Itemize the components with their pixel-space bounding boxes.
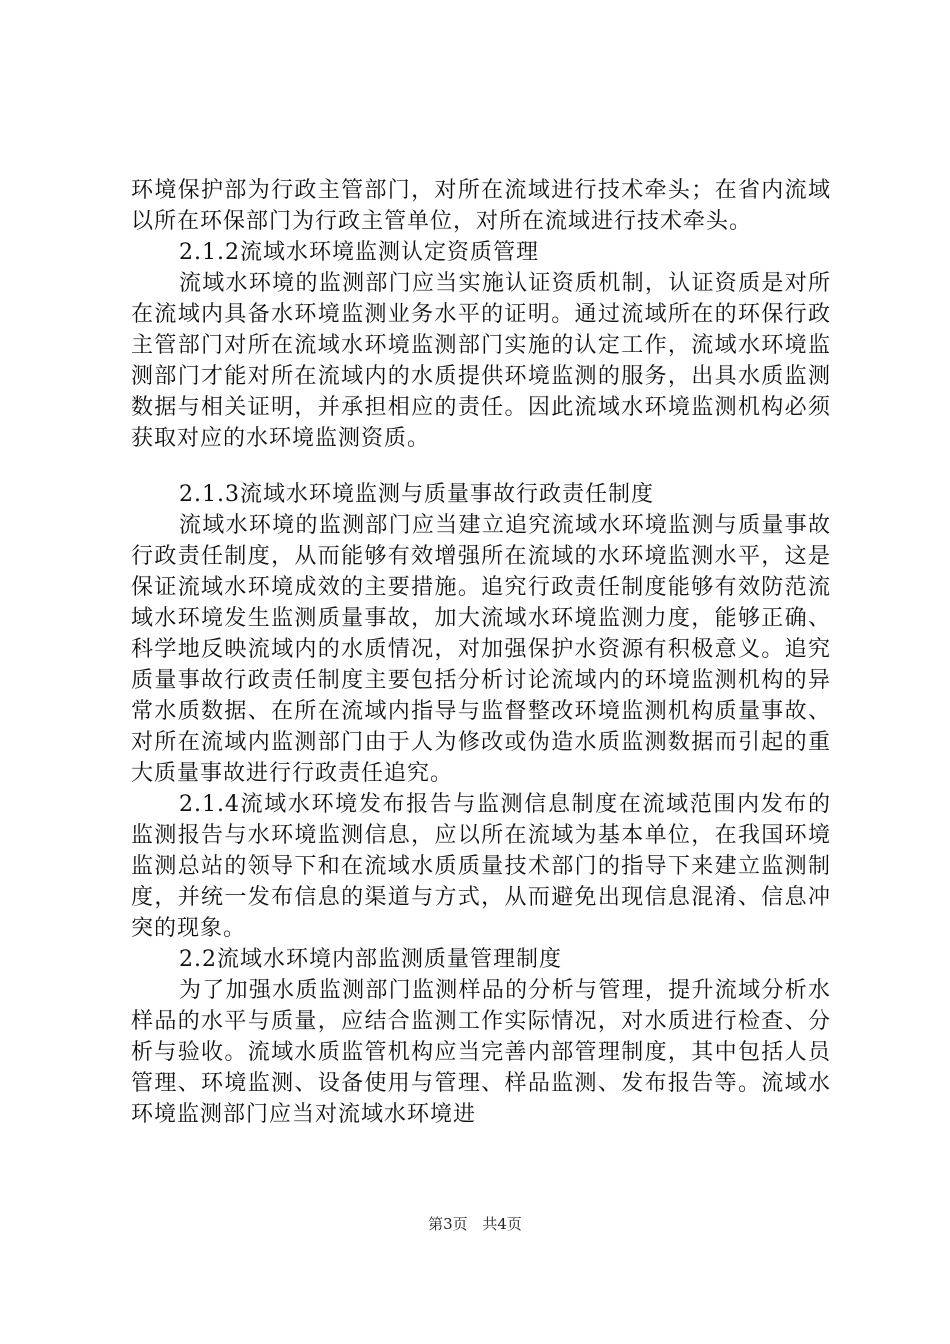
section-heading-2-1-3: 2.1.3流域水环境监测与质量事故行政责任制度 xyxy=(179,482,654,507)
section-heading-2-2: 2.2流域水环境内部监测质量管理制度 xyxy=(179,947,562,972)
body-paragraph-continued: 环境保护部为行政主管部门，对所在流域进行技术牵头；在省内流域以所在环保部门为行政主管单位，对所在流域进行技术牵头。 xyxy=(131,178,831,234)
page-number: 第3页 xyxy=(428,1215,468,1233)
body-paragraph: 为了加强水质监测部门监测样品的分析与管理，提升流域分析水样品的水平与质量，应结合监测工作实际情况，对水质进行检查、分析与验收。流域水质监管机构应当完善内部管理制度，其中包括人员管理、环境监测、设备使用与管理、样品监测、发布报告等。流域水环境监测部门应当对流域水环境进 xyxy=(131,978,831,1127)
section-heading-2-1-2: 2.1.2流域水环境监测认定资质管理 xyxy=(179,240,539,265)
body-paragraph-2-1-4: 2.1.4流域水环境发布报告与监测信息制度在流域范围内发布的监测报告与水环境监测信息，应以所在流域为基本单位，在我国环境监测总站的领导下和在流域水质质量技术部门的指导下来建立监测制度，并统一发布信息的渠道与方式，从而避免出现信息混淆、信息冲突的现象。 xyxy=(131,792,831,941)
body-paragraph: 流域水环境的监测部门应当建立追究流域水环境监测与质量事故行政责任制度，从而能够有效增强所在流域的水环境监测水平，这是保证流域水环境成效的主要措施。追究行政责任制度能够有效防范流域水环境发生监测质量事故，加大流域水环境监测力度，能够正确、科学地反映流域内的水质情况，对加强保护水资源有积极意义。追究质量事故行政责任制度主要包括分析讨论流域内的环境监测机构的异常水质数据、在所在流域内指导与监督整改环境监测机构质量事故、对所在流域内监测部门由于人为修改或伪造水质监测数据而引起的重大质量事故进行行政责任追究。 xyxy=(131,513,831,786)
page-total: 共4页 xyxy=(482,1215,522,1233)
page-footer xyxy=(0,1213,950,1235)
document-body xyxy=(131,175,831,1130)
body-paragraph: 流域水环境的监测部门应当实施认证资质机制，认证资质是对所在流域内具备水环境监测业务水平的证明。通过流域所在的环保行政主管部门对所在流域水环境监测部门实施的认定工作，流域水环境监测部门才能对所在流域内的水质提供环境监测的服务，出具水质监测数据与相关证明，并承担相应的责任。因此流域水环境监测机构必须获取对应的水环境监测资质。 xyxy=(131,271,831,451)
